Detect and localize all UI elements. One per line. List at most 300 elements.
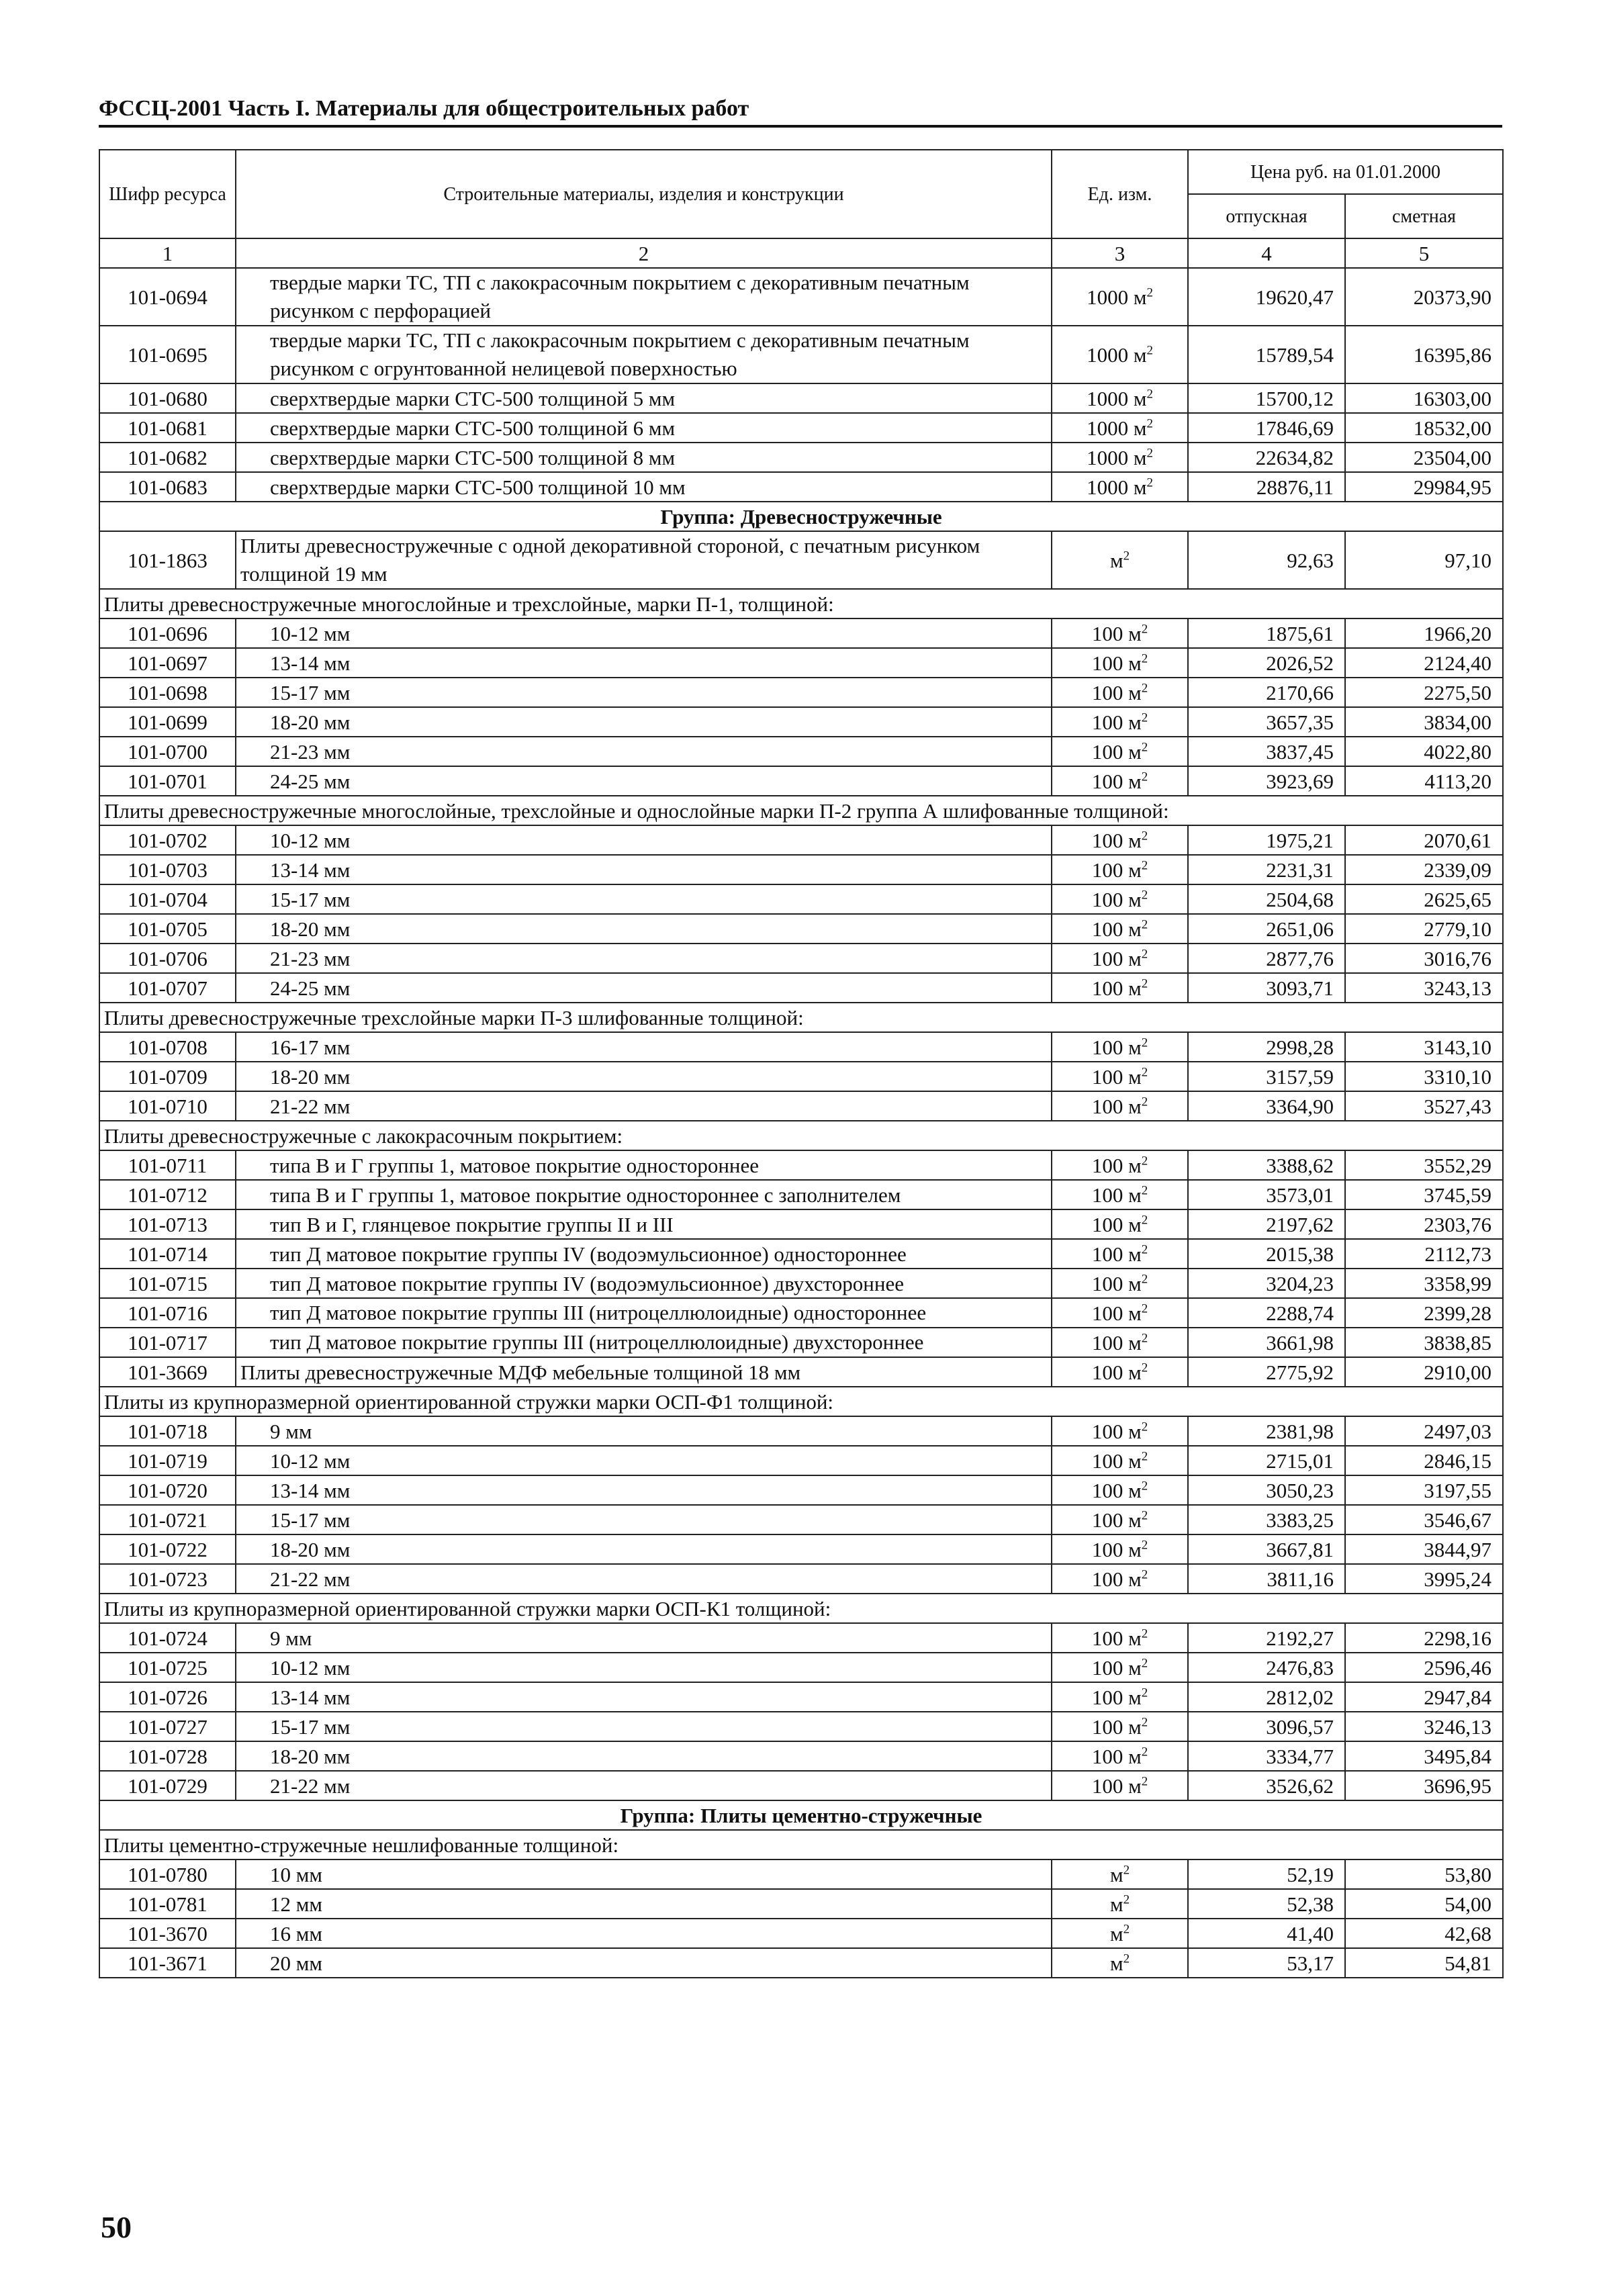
estimate-price: 53,80 [1345, 1859, 1503, 1889]
material-name: 24-25 мм [236, 766, 1052, 796]
estimate-price: 54,00 [1345, 1889, 1503, 1919]
unit-of-measure [1052, 766, 1188, 796]
unit-text: 100 м [1091, 1271, 1142, 1295]
resource-code: 101-1863 [99, 531, 236, 589]
unit-of-measure [1052, 914, 1188, 944]
unit-of-measure [1052, 1741, 1188, 1771]
unit-exponent: 2 [1146, 285, 1153, 300]
table-row [99, 766, 1503, 796]
unit-exponent: 2 [1141, 1272, 1148, 1287]
estimate-price: 20373,90 [1345, 268, 1503, 326]
estimate-price: 2112,73 [1345, 1239, 1503, 1269]
release-price: 3157,59 [1188, 1062, 1345, 1091]
table-row [99, 825, 1503, 855]
release-price: 28876,11 [1188, 472, 1345, 502]
unit-exponent: 2 [1141, 1745, 1148, 1759]
material-name: 16-17 мм [236, 1032, 1052, 1062]
resource-code: 101-0680 [99, 383, 236, 413]
unit-text: м [1109, 1892, 1123, 1916]
unit-text: 100 м [1091, 769, 1142, 793]
release-price: 2877,76 [1188, 944, 1345, 973]
table-row [99, 413, 1503, 443]
estimate-price: 3838,85 [1345, 1328, 1503, 1357]
unit-exponent: 2 [1141, 1065, 1148, 1080]
resource-code: 101-0718 [99, 1416, 236, 1446]
resource-code: 101-0726 [99, 1682, 236, 1712]
release-price: 2476,83 [1188, 1653, 1345, 1682]
material-name: 18-20 мм [236, 1062, 1052, 1091]
material-name: типа В и Г группы 1, матовое покрытие одностороннее с заполнителем [236, 1180, 1052, 1209]
unit-of-measure [1052, 1239, 1188, 1269]
unit-of-measure [1052, 1357, 1188, 1387]
unit-exponent: 2 [1141, 947, 1148, 962]
unit-of-measure [1052, 825, 1188, 855]
subgroup-title: Плиты из крупноразмерной ориентированной стружки марки ОСП-К1 толщиной: [99, 1594, 1503, 1623]
unit-text: 100 м [1091, 1478, 1142, 1502]
release-price: 3093,71 [1188, 973, 1345, 1003]
unit-exponent: 2 [1141, 1538, 1148, 1553]
table-row [99, 383, 1503, 413]
material-name: 24-25 мм [236, 973, 1052, 1003]
unit-exponent: 2 [1146, 475, 1153, 490]
unit-exponent: 2 [1141, 1242, 1148, 1257]
estimate-price: 97,10 [1345, 531, 1503, 589]
table-row [99, 914, 1503, 944]
estimate-price: 16303,00 [1345, 383, 1503, 413]
material-name: тип Д матовое покрытие группы IV (водоэмульсионное) двухстороннее [236, 1269, 1052, 1298]
material-name: 21-23 мм [236, 737, 1052, 766]
unit-exponent: 2 [1141, 1183, 1148, 1198]
col-number: 2 [236, 238, 1052, 268]
table-row [99, 618, 1503, 648]
subgroup-title: Плиты древесностружечные трехслойные марки П-3 шлифованные толщиной: [99, 1003, 1503, 1032]
resource-code: 101-0781 [99, 1889, 236, 1919]
estimate-price: 3016,76 [1345, 944, 1503, 973]
estimate-price: 3197,55 [1345, 1475, 1503, 1505]
material-name: 10-12 мм [236, 1446, 1052, 1475]
table-row [99, 1062, 1503, 1091]
resource-code: 101-0700 [99, 737, 236, 766]
unit-text: 100 м [1091, 680, 1142, 704]
table-row [99, 1682, 1503, 1712]
estimate-price: 3246,13 [1345, 1712, 1503, 1741]
unit-of-measure [1052, 383, 1188, 413]
release-price: 3364,90 [1188, 1091, 1345, 1121]
table-row [99, 1623, 1503, 1653]
col-release-header: отпускная [1188, 194, 1345, 238]
resource-code: 101-0707 [99, 973, 236, 1003]
unit-text: 100 м [1091, 1508, 1142, 1532]
release-price: 17846,69 [1188, 413, 1345, 443]
col-price-header: Цена руб. на 01.01.2000 [1188, 150, 1503, 194]
unit-exponent: 2 [1123, 549, 1130, 563]
resource-code: 101-0715 [99, 1269, 236, 1298]
material-name: тип Д матовое покрытие группы III (нитроцеллюлоидные) двухстороннее [236, 1328, 1052, 1357]
unit-exponent: 2 [1146, 446, 1153, 461]
table-row [99, 1416, 1503, 1446]
table-row [99, 1269, 1503, 1298]
unit-text: м [1109, 1862, 1123, 1886]
unit-text: 100 м [1091, 1537, 1142, 1561]
unit-of-measure [1052, 1446, 1188, 1475]
table-row [99, 472, 1503, 502]
resource-code: 101-0714 [99, 1239, 236, 1269]
release-price: 52,19 [1188, 1859, 1345, 1889]
resource-code: 101-0724 [99, 1623, 236, 1653]
unit-of-measure [1052, 1062, 1188, 1091]
release-price: 2015,38 [1188, 1239, 1345, 1269]
unit-of-measure [1052, 1298, 1188, 1328]
resource-code: 101-0716 [99, 1298, 236, 1328]
estimate-price: 3310,10 [1345, 1062, 1503, 1091]
material-name: 10 мм [236, 1859, 1052, 1889]
release-price: 2998,28 [1188, 1032, 1345, 1062]
release-price: 92,63 [1188, 531, 1345, 589]
unit-exponent: 2 [1146, 343, 1153, 358]
unit-exponent: 2 [1123, 1863, 1130, 1878]
unit-text: 100 м [1091, 1567, 1142, 1591]
unit-text: 100 м [1091, 828, 1142, 852]
estimate-price: 2070,61 [1345, 825, 1503, 855]
material-name: 21-22 мм [236, 1091, 1052, 1121]
unit-text: 100 м [1091, 1744, 1142, 1768]
unit-exponent: 2 [1141, 1715, 1148, 1730]
col-unit-header: Ед. изм. [1052, 150, 1188, 238]
estimate-price: 3844,97 [1345, 1534, 1503, 1564]
unit-exponent: 2 [1141, 1449, 1148, 1464]
table-row [99, 1771, 1503, 1800]
material-name: 13-14 мм [236, 648, 1052, 678]
release-price: 3657,35 [1188, 707, 1345, 737]
unit-exponent: 2 [1141, 1774, 1148, 1789]
release-price: 3096,57 [1188, 1712, 1345, 1741]
unit-of-measure [1052, 1948, 1188, 1978]
unit-text: 100 м [1091, 1449, 1142, 1473]
material-name: 18-20 мм [236, 1741, 1052, 1771]
material-name: тип Д матовое покрытие группы IV (водоэмульсионное) одностороннее [236, 1239, 1052, 1269]
unit-text: 100 м [1091, 651, 1142, 675]
unit-text: 100 м [1091, 887, 1142, 911]
unit-of-measure [1052, 1682, 1188, 1712]
unit-of-measure [1052, 973, 1188, 1003]
release-price: 53,17 [1188, 1948, 1345, 1978]
unit-exponent: 2 [1141, 622, 1148, 637]
subgroup-title: Плиты древесностружечные многослойные и трехслойные, марки П-1, толщиной: [99, 589, 1503, 618]
unit-of-measure [1052, 707, 1188, 737]
table-row [99, 944, 1503, 973]
table-row [99, 648, 1503, 678]
release-price: 3667,81 [1188, 1534, 1345, 1564]
release-price: 19620,47 [1188, 268, 1345, 326]
material-name: 10-12 мм [236, 825, 1052, 855]
unit-text: м [1109, 1951, 1123, 1975]
table-row [99, 268, 1503, 326]
unit-of-measure [1052, 1889, 1188, 1919]
estimate-price: 2124,40 [1345, 648, 1503, 678]
resource-code: 101-0706 [99, 944, 236, 973]
release-price: 3388,62 [1188, 1150, 1345, 1180]
unit-exponent: 2 [1141, 1095, 1148, 1109]
unit-text: 1000 м [1087, 342, 1147, 367]
unit-of-measure [1052, 1564, 1188, 1594]
release-price: 52,38 [1188, 1889, 1345, 1919]
release-price: 41,40 [1188, 1919, 1345, 1948]
material-name: 13-14 мм [236, 1682, 1052, 1712]
material-name: тип В и Г, глянцевое покрытие группы II и III [236, 1209, 1052, 1239]
resource-code: 101-0705 [99, 914, 236, 944]
resource-code: 101-0702 [99, 825, 236, 855]
release-price: 2192,27 [1188, 1623, 1345, 1653]
resource-code: 101-0698 [99, 678, 236, 707]
unit-exponent: 2 [1141, 1420, 1148, 1434]
col-estimate-header: сметная [1345, 194, 1503, 238]
unit-exponent: 2 [1123, 1922, 1130, 1937]
release-price: 3204,23 [1188, 1269, 1345, 1298]
estimate-price: 42,68 [1345, 1919, 1503, 1948]
material-name: 21-23 мм [236, 944, 1052, 973]
release-price: 2231,31 [1188, 855, 1345, 884]
material-name: 18-20 мм [236, 1534, 1052, 1564]
subgroup-title: Плиты из крупноразмерной ориентированной стружки марки ОСП-Ф1 толщиной: [99, 1387, 1503, 1416]
estimate-price: 3143,10 [1345, 1032, 1503, 1062]
unit-text: 100 м [1091, 1419, 1142, 1443]
unit-text: 100 м [1091, 1655, 1142, 1680]
unit-exponent: 2 [1141, 1686, 1148, 1700]
estimate-price: 2298,16 [1345, 1623, 1503, 1653]
release-price: 3923,69 [1188, 766, 1345, 796]
table-row [99, 1446, 1503, 1475]
table-row [99, 1150, 1503, 1180]
unit-text: 1000 м [1087, 285, 1147, 309]
unit-of-measure [1052, 268, 1188, 326]
unit-of-measure [1052, 648, 1188, 678]
release-price: 3811,16 [1188, 1564, 1345, 1594]
release-price: 1975,21 [1188, 825, 1345, 855]
group-header-row [99, 502, 1503, 531]
material-name: 10-12 мм [236, 618, 1052, 648]
material-name: сверхтвердые марки СТС-500 толщиной 5 мм [236, 383, 1052, 413]
unit-of-measure [1052, 472, 1188, 502]
resource-code: 101-0729 [99, 1771, 236, 1800]
unit-of-measure [1052, 1150, 1188, 1180]
unit-of-measure [1052, 1859, 1188, 1889]
unit-exponent: 2 [1141, 710, 1148, 725]
unit-of-measure [1052, 1091, 1188, 1121]
unit-text: 100 м [1091, 1183, 1142, 1207]
release-price: 3050,23 [1188, 1475, 1345, 1505]
resource-code: 101-0720 [99, 1475, 236, 1505]
estimate-price: 2910,00 [1345, 1357, 1503, 1387]
table-row [99, 1328, 1503, 1357]
estimate-price: 3495,84 [1345, 1741, 1503, 1771]
material-name: тип Д матовое покрытие группы III (нитроцеллюлоидные) одностороннее [236, 1298, 1052, 1328]
unit-exponent: 2 [1141, 1567, 1148, 1582]
estimate-price: 4113,20 [1345, 766, 1503, 796]
group-header-row [99, 1800, 1503, 1830]
release-price: 15700,12 [1188, 383, 1345, 413]
unit-of-measure [1052, 1180, 1188, 1209]
column-number-row [99, 238, 1503, 268]
estimate-price: 2399,28 [1345, 1298, 1503, 1328]
unit-text: м [1109, 1921, 1123, 1945]
material-name: 20 мм [236, 1948, 1052, 1978]
estimate-price: 3745,59 [1345, 1180, 1503, 1209]
resource-code: 101-0683 [99, 472, 236, 502]
resource-code: 101-3670 [99, 1919, 236, 1948]
estimate-price: 2947,84 [1345, 1682, 1503, 1712]
table-row [99, 1475, 1503, 1505]
table-row [99, 1239, 1503, 1269]
resource-code: 101-3669 [99, 1357, 236, 1387]
subgroup-header-row [99, 589, 1503, 618]
unit-text: м [1109, 548, 1123, 572]
estimate-price: 29984,95 [1345, 472, 1503, 502]
unit-text: 100 м [1091, 1153, 1142, 1177]
resource-code: 101-0713 [99, 1209, 236, 1239]
table-row [99, 855, 1503, 884]
resource-code: 101-0709 [99, 1062, 236, 1091]
page-number: 50 [101, 2210, 132, 2244]
subgroup-header-row [99, 1830, 1503, 1859]
release-price: 2775,92 [1188, 1357, 1345, 1387]
resource-code: 101-0695 [99, 326, 236, 383]
estimate-price: 3995,24 [1345, 1564, 1503, 1594]
release-price: 2170,66 [1188, 678, 1345, 707]
resource-code: 101-0780 [99, 1859, 236, 1889]
group-title: Группа: Плиты цементно-стружечные [99, 1800, 1503, 1830]
estimate-price: 3546,67 [1345, 1505, 1503, 1534]
unit-of-measure [1052, 737, 1188, 766]
unit-exponent: 2 [1141, 976, 1148, 991]
table-row [99, 1534, 1503, 1564]
subgroup-title: Плиты древесностружечные с лакокрасочным покрытием: [99, 1121, 1503, 1150]
unit-of-measure [1052, 1534, 1188, 1564]
unit-exponent: 2 [1141, 1508, 1148, 1523]
table-row [99, 1889, 1503, 1919]
material-name: 18-20 мм [236, 914, 1052, 944]
table-row [99, 707, 1503, 737]
material-name: 12 мм [236, 1889, 1052, 1919]
resource-code: 101-0712 [99, 1180, 236, 1209]
resource-code: 101-0701 [99, 766, 236, 796]
unit-text: 100 м [1091, 976, 1142, 1000]
resource-code: 101-0719 [99, 1446, 236, 1475]
unit-exponent: 2 [1123, 1892, 1130, 1907]
unit-text: 1000 м [1087, 445, 1147, 469]
release-price: 2504,68 [1188, 884, 1345, 914]
estimate-price: 54,81 [1345, 1948, 1503, 1978]
release-price: 3334,77 [1188, 1741, 1345, 1771]
table-row [99, 1919, 1503, 1948]
release-price: 2381,98 [1188, 1416, 1345, 1446]
unit-of-measure [1052, 855, 1188, 884]
subgroup-header-row [99, 1594, 1503, 1623]
unit-exponent: 2 [1123, 1951, 1130, 1966]
unit-of-measure [1052, 1653, 1188, 1682]
table-row [99, 1948, 1503, 1978]
col-number: 1 [99, 238, 236, 268]
unit-text: 100 м [1091, 1774, 1142, 1798]
release-price: 22634,82 [1188, 443, 1345, 472]
material-name: 13-14 мм [236, 1475, 1052, 1505]
subgroup-title: Плиты цементно-стружечные нешлифованные толщиной: [99, 1830, 1503, 1859]
unit-exponent: 2 [1141, 858, 1148, 873]
material-name: сверхтвердые марки СТС-500 толщиной 6 мм [236, 413, 1052, 443]
table-row [99, 1505, 1503, 1534]
resource-code: 101-0717 [99, 1328, 236, 1357]
unit-exponent: 2 [1141, 1301, 1148, 1316]
unit-of-measure [1052, 1416, 1188, 1446]
unit-exponent: 2 [1141, 1656, 1148, 1671]
table-body [99, 268, 1503, 1978]
material-name: 15-17 мм [236, 1505, 1052, 1534]
unit-exponent: 2 [1146, 387, 1153, 402]
estimate-price: 2339,09 [1345, 855, 1503, 884]
unit-exponent: 2 [1141, 1331, 1148, 1346]
resource-code: 101-0704 [99, 884, 236, 914]
table-row [99, 1298, 1503, 1328]
table-row [99, 1209, 1503, 1239]
resource-code: 101-0722 [99, 1534, 236, 1564]
table-head [99, 150, 1503, 268]
subgroup-header-row [99, 1003, 1503, 1032]
subgroup-header-row [99, 1121, 1503, 1150]
unit-text: 100 м [1091, 1064, 1142, 1089]
unit-exponent: 2 [1146, 416, 1153, 431]
estimate-price: 16395,86 [1345, 326, 1503, 383]
release-price: 2197,62 [1188, 1209, 1345, 1239]
unit-exponent: 2 [1141, 917, 1148, 932]
table-row [99, 737, 1503, 766]
resource-code: 101-0725 [99, 1653, 236, 1682]
unit-of-measure [1052, 1475, 1188, 1505]
estimate-price: 3358,99 [1345, 1269, 1503, 1298]
table-row [99, 678, 1503, 707]
resource-code: 101-0699 [99, 707, 236, 737]
estimate-price: 3243,13 [1345, 973, 1503, 1003]
estimate-price: 3696,95 [1345, 1771, 1503, 1800]
col-number: 4 [1188, 238, 1345, 268]
material-name: 21-22 мм [236, 1771, 1052, 1800]
resource-code: 101-0682 [99, 443, 236, 472]
estimate-price: 2303,76 [1345, 1209, 1503, 1239]
material-name: сверхтвердые марки СТС-500 толщиной 8 мм [236, 443, 1052, 472]
unit-exponent: 2 [1141, 1626, 1148, 1641]
unit-text: 100 м [1091, 1242, 1142, 1266]
unit-text: 100 м [1091, 1301, 1142, 1325]
table-row [99, 1741, 1503, 1771]
release-price: 2715,01 [1188, 1446, 1345, 1475]
table-row [99, 1712, 1503, 1741]
subgroup-header-row [99, 796, 1503, 825]
estimate-price: 2275,50 [1345, 678, 1503, 707]
material-name: твердые марки ТС, ТП с лакокрасочным покрытием с декоративным печатным рисунком с огрунтованной нелицевой поверхностью [236, 326, 1052, 383]
unit-exponent: 2 [1141, 681, 1148, 696]
unit-text: 100 м [1091, 710, 1142, 734]
material-name: Плиты древесностружечные с одной декоративной стороной, с печатным рисунком толщиной 19 мм [236, 531, 1052, 589]
estimate-price: 2625,65 [1345, 884, 1503, 914]
release-price: 3661,98 [1188, 1328, 1345, 1357]
resource-code: 101-0681 [99, 413, 236, 443]
unit-text: 100 м [1091, 1094, 1142, 1118]
resource-code: 101-0721 [99, 1505, 236, 1534]
unit-of-measure [1052, 1209, 1188, 1239]
material-name: 9 мм [236, 1623, 1052, 1653]
table-row [99, 973, 1503, 1003]
col-number: 5 [1345, 238, 1503, 268]
unit-of-measure [1052, 618, 1188, 648]
unit-exponent: 2 [1141, 829, 1148, 843]
